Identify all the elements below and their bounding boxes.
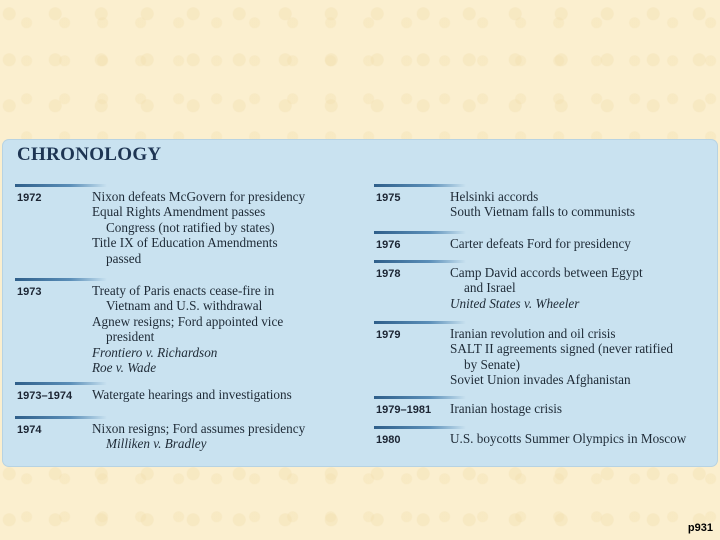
chronology-panel <box>3 140 717 466</box>
entry-events <box>450 401 712 416</box>
entry-year: 1973 <box>17 286 42 298</box>
event-text: Soviet Union invades Afghanistan <box>450 372 631 388</box>
entry-events <box>92 421 357 452</box>
entry-year: 1978 <box>376 268 401 280</box>
entry-events <box>450 236 712 251</box>
entry-year: 1976 <box>376 239 401 251</box>
event-text: Iranian hostage crisis <box>450 401 563 416</box>
year-divider <box>374 396 466 399</box>
event-text: Frontiero v. Richardson <box>92 344 218 360</box>
event-text: Watergate hearings and investigations <box>92 387 292 402</box>
year-divider <box>15 278 107 281</box>
event-text: Vietnam and U.S. withdrawal <box>106 298 263 314</box>
event-text: Milliken v. Bradley <box>106 436 207 452</box>
event-text: Title IX of Education Amendments <box>92 235 278 251</box>
event-text: Congress (not ratified by states) <box>106 219 275 235</box>
event-text: U.S. boycotts Summer Olympics in Moscow <box>450 431 687 446</box>
event-text: Treaty of Paris enacts cease-fire in <box>92 283 275 298</box>
entry-year: 1975 <box>376 192 401 204</box>
year-divider <box>15 184 107 187</box>
entry-events <box>92 283 357 375</box>
event-text: president <box>106 329 155 345</box>
year-divider <box>15 416 107 419</box>
event-text: Carter defeats Ford for presidency <box>450 236 631 251</box>
event-text: by Senate) <box>464 356 521 372</box>
event-text: Camp David accords between Egypt <box>450 265 643 280</box>
event-text: Nixon defeats McGovern for presidency <box>92 189 306 204</box>
entry-year: 1979–1981 <box>376 404 432 416</box>
year-divider <box>374 184 466 187</box>
entry-year: 1973–1974 <box>17 390 73 402</box>
year-divider <box>374 260 466 263</box>
year-divider <box>374 426 466 429</box>
event-text: passed <box>106 250 142 266</box>
entry-events <box>450 326 712 388</box>
chronology-title: CHRONOLOGY <box>17 144 162 165</box>
entry-year: 1974 <box>17 424 42 436</box>
event-text: Helsinki accords <box>450 189 539 204</box>
entry-year: 1972 <box>17 192 42 204</box>
entry-events <box>92 387 357 402</box>
entry-events <box>450 431 712 446</box>
event-text: Iranian revolution and oil crisis <box>450 326 616 341</box>
entry-year: 1979 <box>376 329 401 341</box>
event-text: Nixon resigns; Ford assumes presidency <box>92 421 306 436</box>
entry-year: 1980 <box>376 434 401 446</box>
event-text: Roe v. Wade <box>92 360 157 376</box>
event-text: United States v. Wheeler <box>450 295 580 311</box>
event-text: South Vietnam falls to communists <box>450 204 636 220</box>
page-number: p931 <box>687 522 713 534</box>
event-text: and Israel <box>464 280 516 296</box>
event-text: SALT II agreements signed (never ratified <box>450 341 674 357</box>
entry-events <box>450 265 712 311</box>
year-divider <box>374 231 466 234</box>
year-divider <box>15 382 107 385</box>
entry-events <box>92 189 357 266</box>
year-divider <box>374 321 466 324</box>
event-text: Agnew resigns; Ford appointed vice <box>92 313 284 329</box>
event-text: Equal Rights Amendment passes <box>92 204 266 220</box>
entry-events <box>450 189 712 220</box>
